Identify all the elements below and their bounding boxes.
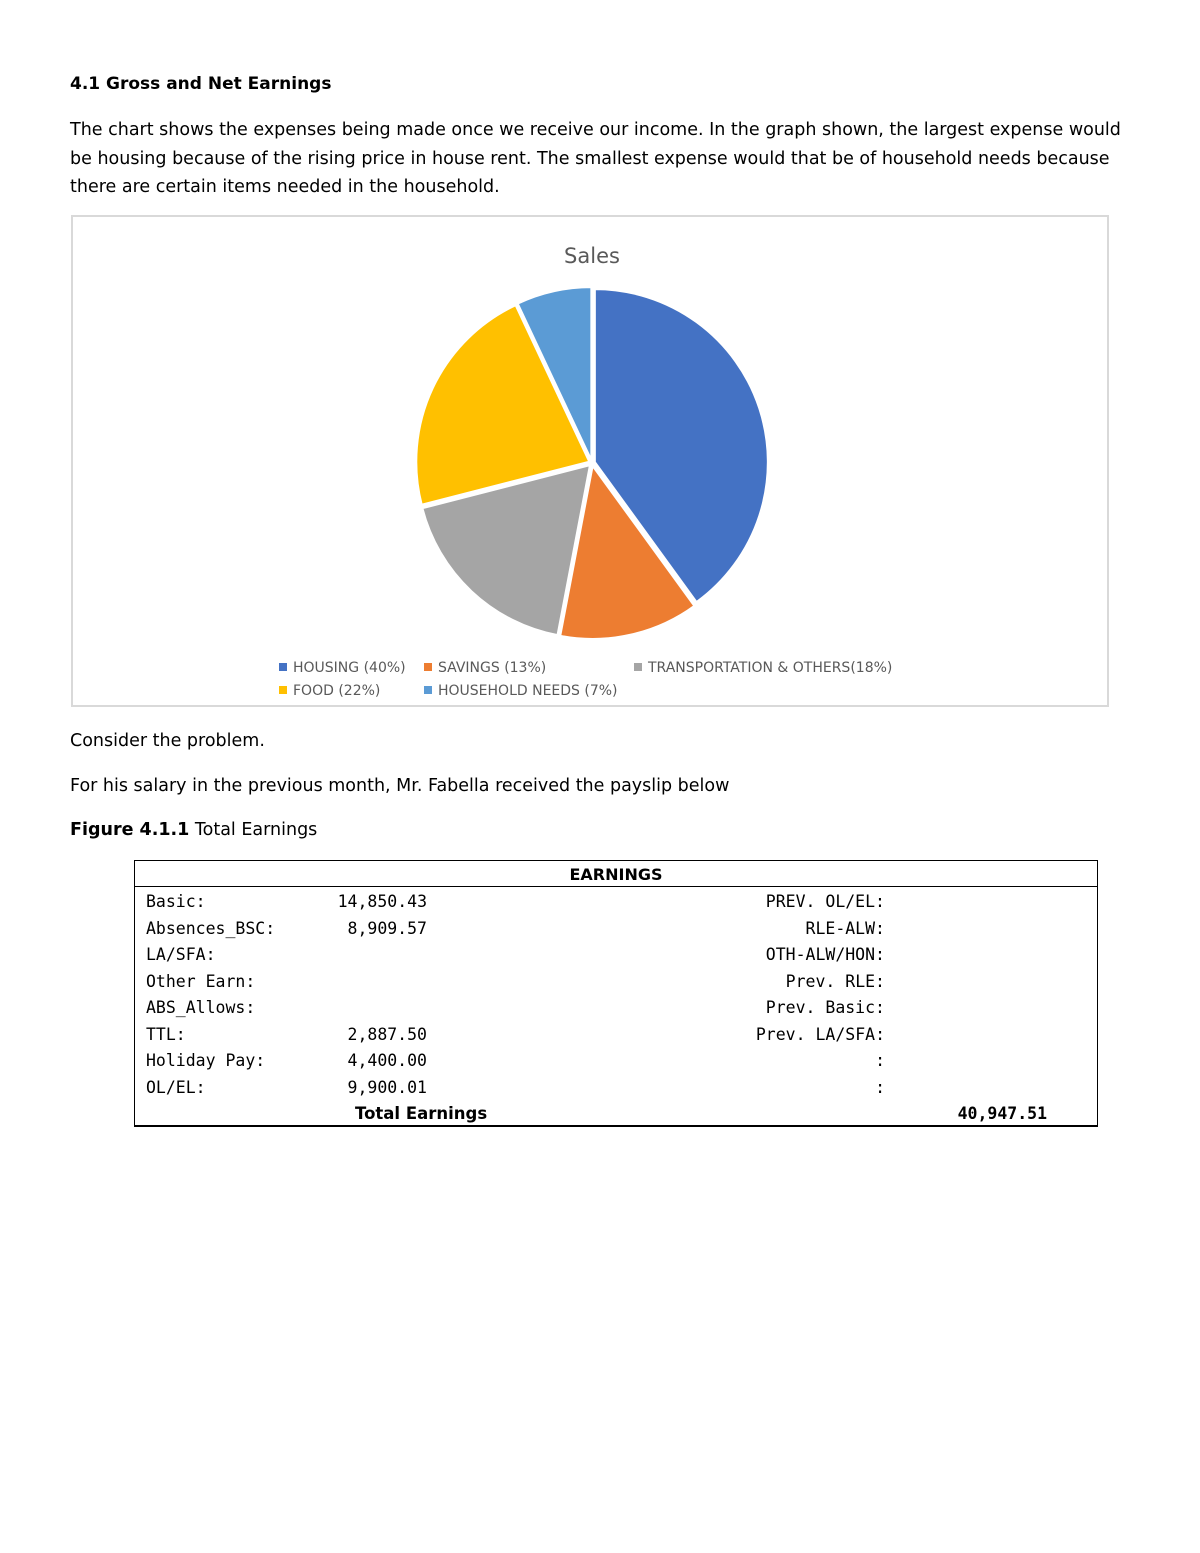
- legend-label-4: HOUSEHOLD NEEDS (7%): [438, 683, 618, 699]
- earnings-left-label: LA/SFA:: [146, 945, 216, 964]
- earnings-left-label: Basic:: [146, 892, 206, 911]
- paragraph-line: The chart shows the expenses being made once we receive our income. In the graph shown, the largest expense would: [70, 120, 1121, 140]
- earnings-table: [134, 860, 1098, 1127]
- legend-swatch-1: [424, 663, 432, 671]
- paragraph-line: be housing because of the rising price in house rent. The smallest expense would that be of household needs because: [70, 148, 1110, 169]
- earnings-right-label: OTH-ALW/HON:: [765, 945, 885, 964]
- earnings-left-value: 14,850.43: [337, 892, 427, 911]
- section-heading: 4.1 Gross and Net Earnings: [70, 74, 332, 94]
- earnings-right-label: Prev. LA/SFA:: [755, 1024, 885, 1044]
- total-earnings-value: 40,947.51: [957, 1104, 1047, 1123]
- paragraph-line: there are certain items needed in the household.: [70, 177, 500, 197]
- legend-label-1: SAVINGS (13%): [438, 660, 547, 676]
- earnings-left-label: TTL:: [146, 1024, 186, 1044]
- earnings-left-label: ABS_Allows:: [146, 998, 256, 1017]
- earnings-left-label: OL/EL:: [146, 1077, 206, 1097]
- earnings-title: EARNINGS: [135, 861, 1097, 887]
- earnings-left-value: [335, 969, 427, 995]
- legend-swatch-0: [279, 663, 287, 671]
- earnings-right-label: RLE-ALW:: [805, 918, 885, 938]
- earnings-left-value: 9,900.01: [347, 1077, 427, 1097]
- pie-chart: [71, 215, 1109, 707]
- figure-caption-text: Total Earnings: [189, 820, 318, 840]
- earnings-left-value: [335, 995, 427, 1021]
- pie-chart-svg: [73, 217, 1107, 705]
- legend-swatch-2: [634, 663, 642, 671]
- earnings-left-label: Other Earn:: [146, 971, 256, 991]
- figure-label: Figure 4.1.1: [70, 820, 190, 840]
- earnings-left-value: 4,400.00: [347, 1051, 427, 1070]
- total-earnings-label: Total Earnings: [355, 1104, 488, 1123]
- earnings-left-value: 2,887.50: [347, 1024, 427, 1044]
- earnings-right-label: Prev. Basic:: [765, 998, 885, 1017]
- legend-swatch-4: [424, 686, 432, 694]
- earnings-right-label: PREV. OL/EL:: [765, 892, 885, 911]
- earnings-left-label: Absences_BSC:: [146, 918, 276, 938]
- salary-text: For his salary in the previous month, Mr. Fabella received the payslip below: [70, 776, 730, 796]
- legend-label-3: FOOD (22%): [293, 683, 381, 699]
- intro-paragraph: [70, 116, 1130, 202]
- chart-title: Sales: [564, 244, 620, 268]
- legend-label-2: TRANSPORTATION & OTHERS(18%): [648, 660, 893, 676]
- earnings-left-value: 8,909.57: [347, 918, 427, 938]
- earnings-left-value: [335, 942, 427, 968]
- figure-caption: [70, 820, 317, 840]
- consider-text: Consider the problem.: [70, 731, 265, 751]
- legend-label-0: HOUSING (40%): [293, 660, 406, 676]
- earnings-right-label: :: [875, 1077, 885, 1097]
- legend-swatch-3: [279, 686, 287, 694]
- earnings-right-label: Prev. RLE:: [785, 971, 885, 991]
- earnings-left-label: Holiday Pay:: [146, 1051, 266, 1070]
- earnings-right-label: :: [875, 1051, 885, 1070]
